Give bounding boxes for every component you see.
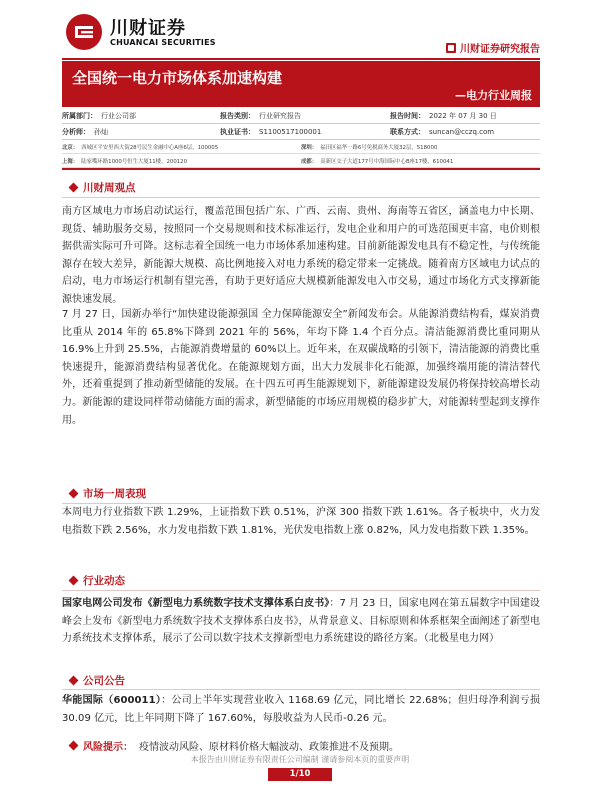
address-row-1 bbox=[62, 140, 540, 154]
section-industry-news-title: 行业动态 bbox=[83, 575, 125, 587]
diamond-bullet-icon bbox=[69, 489, 79, 499]
weekly-view-paragraph-2: 7 月 27 日，国新办举行“加快建设能源强国 全力保障能源安全”新闻发布会。从能源消费结构看，煤炭消费比重从 2014 年的 65.8%下降到 2021 年的 56%，年均下降 1.4 个百分点。清洁能源消费比重同期从 16.9%上升到 25.5%，占能源消费增量的 60%以上。近年来，在双碳战略的引领下，清洁能源的消费比重快速提升，能源消费结构显著优化。在能源规划方面，出大力发展非化石能源，加强终端用能的清洁替代外，还着重提到了推动新型储能的发展。在十四五可再生能源规划下，新能源建设发展仍将保持较高增长动力。新能源的建设同样带动储能方面的需求，新型储能的市场应用规模的稳步扩大，对能源转型起到支撑作用。 bbox=[62, 309, 540, 426]
address-chengdu-label: 成都： bbox=[301, 158, 318, 165]
meta-dept-value: 行业公司部 bbox=[101, 111, 136, 120]
meta-contact-label: 联系方式： bbox=[390, 127, 425, 136]
address-shanghai-value: 陆家嘴环路1000号恒生大厦11楼，200120 bbox=[81, 158, 188, 165]
section-weekly-view-title: 川财周观点 bbox=[83, 182, 136, 194]
section-market-performance bbox=[70, 486, 146, 501]
brand-label: 川财证券研究报告 bbox=[460, 44, 540, 55]
report-title: 全国统一电力市场体系加速构建 bbox=[72, 69, 283, 87]
meta-type-value: 行业研究报告 bbox=[259, 111, 301, 120]
meta-analyst bbox=[62, 127, 220, 137]
announcement-company: 华能国际（600011） bbox=[62, 695, 162, 706]
section-divider bbox=[62, 590, 540, 591]
industry-news-paragraph bbox=[62, 595, 540, 648]
meta-type-label: 报告类别： bbox=[220, 111, 255, 120]
meta-row-1 bbox=[62, 108, 540, 124]
address-row-2 bbox=[62, 154, 540, 168]
company-logo-icon bbox=[66, 14, 102, 50]
section-weekly-view bbox=[70, 180, 136, 195]
meta-date bbox=[390, 111, 540, 121]
diamond-bullet-icon bbox=[69, 576, 79, 586]
industry-news-body: ：7 月 23 日，国家电网在第五届数字中国建设峰会上发布《新型电力系统数字技术支撑体系白皮书》，从背景意义、目标原则和体系框架全面阐述了新型电力系统技术支撑体系，展示了公司以数字技术支撑新型电力系统建设的路径方案。（北极星电力网） bbox=[62, 598, 540, 645]
risk-label: 风险提示： bbox=[83, 742, 133, 753]
meta-cert-value: S1100517100001 bbox=[259, 127, 322, 136]
meta-date-label: 报告时间： bbox=[390, 111, 425, 120]
address-beijing-value: 西城区平安里西大街28号民生金融中心A座6层，100005 bbox=[81, 144, 219, 151]
report-subtitle: —电力行业周报 bbox=[455, 89, 532, 102]
address-shenzhen-label: 深圳： bbox=[301, 144, 318, 151]
meta-dept bbox=[62, 111, 220, 121]
meta-contact-value[interactable]: suncan@cczq.com bbox=[429, 127, 495, 136]
meta-dept-label: 所属部门： bbox=[62, 111, 97, 120]
diamond-bullet-icon bbox=[69, 676, 79, 686]
meta-date-value: 2022 年 07 月 30 日 bbox=[429, 111, 497, 120]
meta-divider bbox=[62, 168, 540, 170]
report-meta bbox=[62, 108, 540, 170]
address-chengdu-value: 高新区交子大道177号中海国际中心B座17楼，610041 bbox=[320, 158, 454, 165]
meta-analyst-value: 孙灿 bbox=[94, 127, 108, 136]
weekly-view-paragraph-1: 南方区域电力市场启动试运行，覆盖范围包括广东、广西、云南、贵州、海南等五省区，涵盖电力中长期、现货、辅助服务交易，按照同一个交易规则和技术标准运行，发电企业和用户的可选范围更丰富，电价则根据供需实际可升可降。这标志着全国统一电力市场体系加速构建。目前新能源发电具有不稳定性，与传统能源存在较大差异，新能源大规模、高比例地接入对电力系统的稳定带来一定挑战。随着南方区域电力试点的启动，电力市场运行机制有望完善，有助于更好适应大规模新能源发电入市交易，通过市场化方式支撑新能源快速发展。 bbox=[62, 206, 540, 305]
diamond-bullet-icon bbox=[69, 183, 79, 193]
title-banner bbox=[62, 61, 540, 107]
diamond-bullet-icon bbox=[69, 741, 79, 751]
address-beijing-label: 北京： bbox=[62, 144, 79, 151]
company-name-en: CHUANCAI SECURITIES bbox=[110, 38, 216, 47]
page-header bbox=[0, 0, 600, 62]
meta-row-2 bbox=[62, 124, 540, 140]
meta-analyst-label: 分析师： bbox=[62, 127, 90, 136]
industry-news-headline: 国家电网公司发布《新型电力系统数字技术支撑体系白皮书》 bbox=[62, 598, 330, 609]
section-company-announcements-title: 公司公告 bbox=[83, 675, 125, 687]
header-divider bbox=[62, 58, 540, 60]
risk-warning bbox=[70, 738, 399, 753]
market-performance-paragraph: 本周电力行业指数下跌 1.29%，上证指数下跌 0.51%，沪深 300 指数下跌 1.61%。各子板块中，火力发电指数下跌 2.56%，水力发电指数下跌 1.81%，光伏发电指数上涨 0.82%，风力发电指数下跌 1.35%。 bbox=[62, 507, 540, 536]
risk-text: 疫情波动风险、原材料价格大幅波动、政策推进不及预期。 bbox=[139, 742, 399, 753]
section-divider bbox=[62, 689, 540, 690]
meta-cert bbox=[220, 127, 390, 137]
meta-cert-label: 执业证书： bbox=[220, 127, 255, 136]
address-chengdu bbox=[301, 157, 540, 165]
footer-disclaimer: 本报告由川财证券有限责任公司编制 谨请参阅本页的重要声明 bbox=[190, 755, 410, 764]
announcement-body: ：公司上半年实现营业收入 1168.69 亿元，同比增长 22.68%；但归母净利润亏损 30.09 亿元，比上年同期下降了 167.60%，每股收益为人民币-0.26 元。 bbox=[62, 695, 540, 724]
address-shenzhen bbox=[301, 143, 540, 151]
company-name-cn: 川财证券 bbox=[110, 18, 186, 39]
meta-type bbox=[220, 111, 390, 121]
address-shanghai-label: 上海： bbox=[62, 158, 79, 165]
section-industry-news bbox=[70, 573, 125, 588]
address-shenzhen-value: 福田区福华一路6号免税商务大厦32层，518000 bbox=[320, 144, 438, 151]
section-market-performance-title: 市场一周表现 bbox=[83, 488, 146, 500]
brand-square-icon bbox=[446, 43, 456, 53]
section-company-announcements bbox=[70, 673, 125, 688]
address-beijing bbox=[62, 143, 301, 151]
section-divider bbox=[62, 197, 540, 198]
address-shanghai bbox=[62, 157, 301, 165]
company-announcement-paragraph bbox=[62, 692, 540, 727]
meta-contact bbox=[390, 127, 540, 137]
research-report-brand bbox=[446, 40, 540, 55]
page-number: 1/10 bbox=[268, 768, 332, 781]
